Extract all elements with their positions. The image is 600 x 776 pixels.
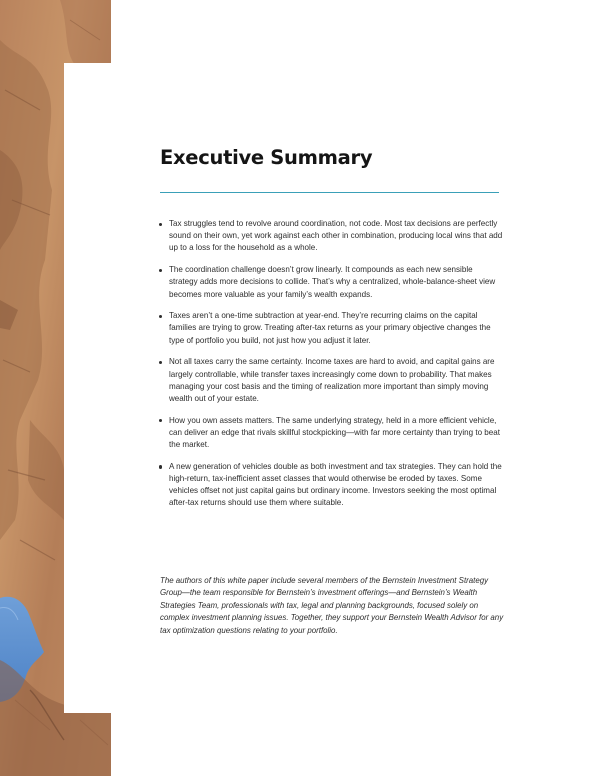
summary-bullet: The coordination challenge doesn’t grow linearly. It compounds as each new sensible strategy adds more decisions to collide. That’s why a centralized, whole-balance-sheet view becomes more valuable as your family’s wealth expands. [158,264,503,301]
page-title: Executive Summary [160,146,373,169]
summary-bullet: Tax struggles tend to revolve around coordination, not code. Most tax decisions are perfectly sound on their own, yet work against each other in combination, producing local wins that add up to a loss for the household as a whole. [158,218,503,255]
authors-note: The authors of this white paper include several members of the Bernstein Investment Strategy Group—the team responsible for Bernstein’s investment offerings—and Bernstein’s Wealth Strategies Team, professionals with tax, legal and planning backgrounds, focused solely on complex investment planning issues. Together, they support your Bernstein Wealth Advisor for any tax optimization questions relating to your portfolio. [160,576,504,635]
title-divider [160,192,499,193]
summary-bullet-list [158,218,503,519]
summary-bullet: How you own assets matters. The same underlying strategy, held in a more efficient vehicle, can deliver an edge that rivals skillful stockpicking—with far more certainty than trying to beat the market. [158,415,503,452]
summary-bullet: A new generation of vehicles double as both investment and tax strategies. They can hold the high-return, tax-inefficient asset classes that would otherwise be eroded by taxes. Some vehicles offset not just capital gains but ordinary income. Investors seeking the most optimal after-tax returns should use them where suitable. [158,461,503,510]
summary-bullet: Taxes aren’t a one-time subtraction at year-end. They’re recurring claims on the capital families are trying to grow. Treating after-tax returns as your primary objective changes the type of portfolio you build, not just how you adjust it later. [158,310,503,347]
summary-bullet: Not all taxes carry the same certainty. Income taxes are hard to avoid, and capital gains are largely controllable, while transfer taxes increasingly come down to probability. That makes managing your cost basis and the timing of realization more important than simply moving wealth out of your estate. [158,356,503,405]
